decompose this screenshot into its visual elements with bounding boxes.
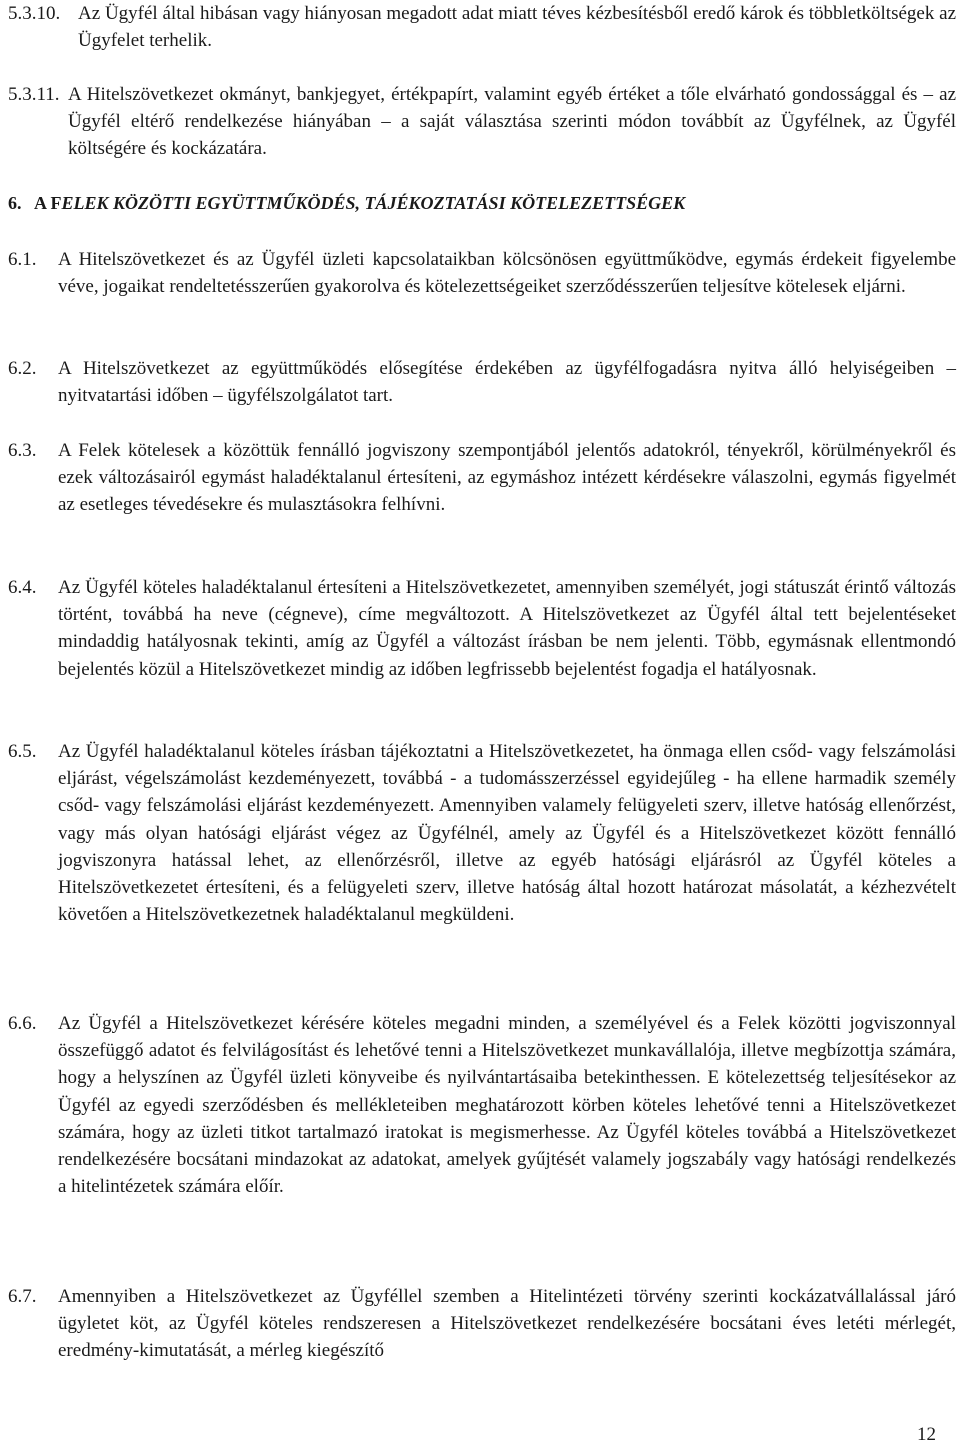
section-text: Az Ügyfél által hibásan vagy hiányosan megadott adat miatt téves kézbesítésből eredő károk és többletköltségek az Ügyfelet terhelik. <box>78 3 956 52</box>
clause-6-4 <box>8 574 956 683</box>
heading-title-rest: ELEK KÖZÖTTI EGYÜTTMŰKÖDÉS, TÁJÉKOZTATÁSI KÖTELEZETTSÉGEK <box>61 193 686 213</box>
clause-number: 6.5. <box>8 741 37 762</box>
heading-title-lead: A F <box>34 193 62 213</box>
clause-6-7 <box>8 1283 956 1365</box>
clause-text: A Hitelszövetkezet és az Ügyfél üzleti kapcsolataikban kölcsönösen együttműködve, egymás érdekeit figyelembe véve, jogaikat rendeltetésszerűen gyakorolva és kötelezettségeiket szerződésszerűen teljesítve kötelesek eljárni. <box>58 249 956 298</box>
clause-text: A Felek kötelesek a közöttük fennálló jogviszony szempontjából jelentős adatokról, tényekről, körülményekről és ezek változásairól egymást haladéktalanul értesíteni, az egymáshoz intézett kérdésekre válaszolni, egymás figyelmét az esetleges tévedésekre és mulasztásokra felhívni. <box>58 440 956 516</box>
clause-text: Az Ügyfél haladéktalanul köteles írásban tájékoztatni a Hitelszövetkezetet, ha önmaga ellen csőd- vagy felszámolási eljárást, végelszámolást kezdeményezett, továbbá - a tudomásszerzéssel egyidejűleg - ha ellene harmadik személy csőd- vagy felszámolási eljárást kezdeményezett. Amennyiben valamely felügyeleti szerv, illetve hatóság ellenőrzést, vagy más olyan hatósági eljárást végez az Ügyfélnél, amely az Ügyfél és a Hitelszövetkezet között fennálló jogviszonyra hatással lehet, az ellenőrzésről, illetve az egyéb hatósági eljárásról az Ügyfél köteles a Hitelszövetkezetet értesíteni, és a felügyeleti szerv, illetve hatóság által hozott határozat másolatát, a kézhezvételt követően a Hitelszövetkezetnek haladéktalanul megküldeni. <box>58 741 956 926</box>
clause-number: 6.3. <box>8 440 37 461</box>
section-5-3-10 <box>8 0 956 54</box>
clause-6-6 <box>8 1010 956 1200</box>
clause-text: Amennyiben a Hitelszövetkezet az Ügyféllel szemben a Hitelintézeti törvény szerinti kockázatvállalással járó ügyletet köt, az Ügyfél köteles rendszeresen a Hitelszövetkezet rendelkezésére bocsátani éves letéti mérlegét, eredmény-kimutatását, a mérleg kiegészítő <box>58 1286 956 1362</box>
clause-number: 6.2. <box>8 358 37 379</box>
clause-number: 6.1. <box>8 249 37 270</box>
section-5-3-11 <box>8 81 956 163</box>
clause-6-1 <box>8 246 956 300</box>
clause-text: Az Ügyfél köteles haladéktalanul értesíteni a Hitelszövetkezetet, amennyiben személyét, jogi státuszát érintő változás történt, továbbá ha neve (cégneve), címe megváltozott. A Hitelszövetkezet az Ügyfél által tett bejelentéseket mindaddig hatályosnak tekinti, amíg az Ügyfél a változást írásban be nem jelenti. Több, egymásnak ellentmondó bejelentés közül a Hitelszövetkezet mindig az időben legfrissebb bejelentést fogadja el hatályosnak. <box>58 577 956 680</box>
section-number: 5.3.11. <box>8 84 60 105</box>
clause-6-3 <box>8 437 956 519</box>
clause-text: A Hitelszövetkezet az együttműködés elősegítése érdekében az ügyfélfogadásra nyitva álló helyiségeiben – nyitvatartási időben – ügyfélszolgálatot tart. <box>58 358 956 407</box>
section-heading-6 <box>8 190 685 217</box>
clause-number: 6.7. <box>8 1286 37 1307</box>
heading-number: 6. <box>8 193 22 213</box>
clause-text: Az Ügyfél a Hitelszövetkezet kérésére köteles megadni minden, a személyével és a Felek közötti jogviszonnyal összefüggő adatot és felvilágosítást és lehetővé tenni a Hitelszövetkezet munkavállalója, illetve megbízottja számára, hogy a helyszínen az Ügyfél üzleti könyveibe és nyilvántartásaiba betekinthessen. E kötelezettség teljesítésekor az Ügyfél az egyedi szerződésben és mellékleteiben meghatározott körben köteles lehetővé tenni a Hitelszövetkezet számára, hogy az üzleti titkot tartalmazó iratokat is megismerhesse. Az Ügyfél köteles továbbá a Hitelszövetkezet rendelkezésére bocsátani mindazokat az adatokat, amelyek gyűjtését valamely jogszabály vagy hatósági rendelkezés a hitelintézetek számára előír. <box>58 1013 956 1198</box>
clause-6-2 <box>8 355 956 409</box>
heading-title <box>34 190 685 217</box>
section-number: 5.3.10. <box>8 3 61 24</box>
page-number: 12 <box>917 1424 936 1445</box>
clause-6-5 <box>8 738 956 928</box>
section-text: A Hitelszövetkezet okmányt, bankjegyet, értékpapírt, valamint egyéb értéket a tőle elvárható gondossággal és – az Ügyfél eltérő rendelkezése hiányában – a saját választása szerinti módon továbbít az Ügyfélnek, az Ügyfél költségére és kockázatára. <box>68 84 956 160</box>
clause-number: 6.6. <box>8 1013 37 1034</box>
clause-number: 6.4. <box>8 577 37 598</box>
